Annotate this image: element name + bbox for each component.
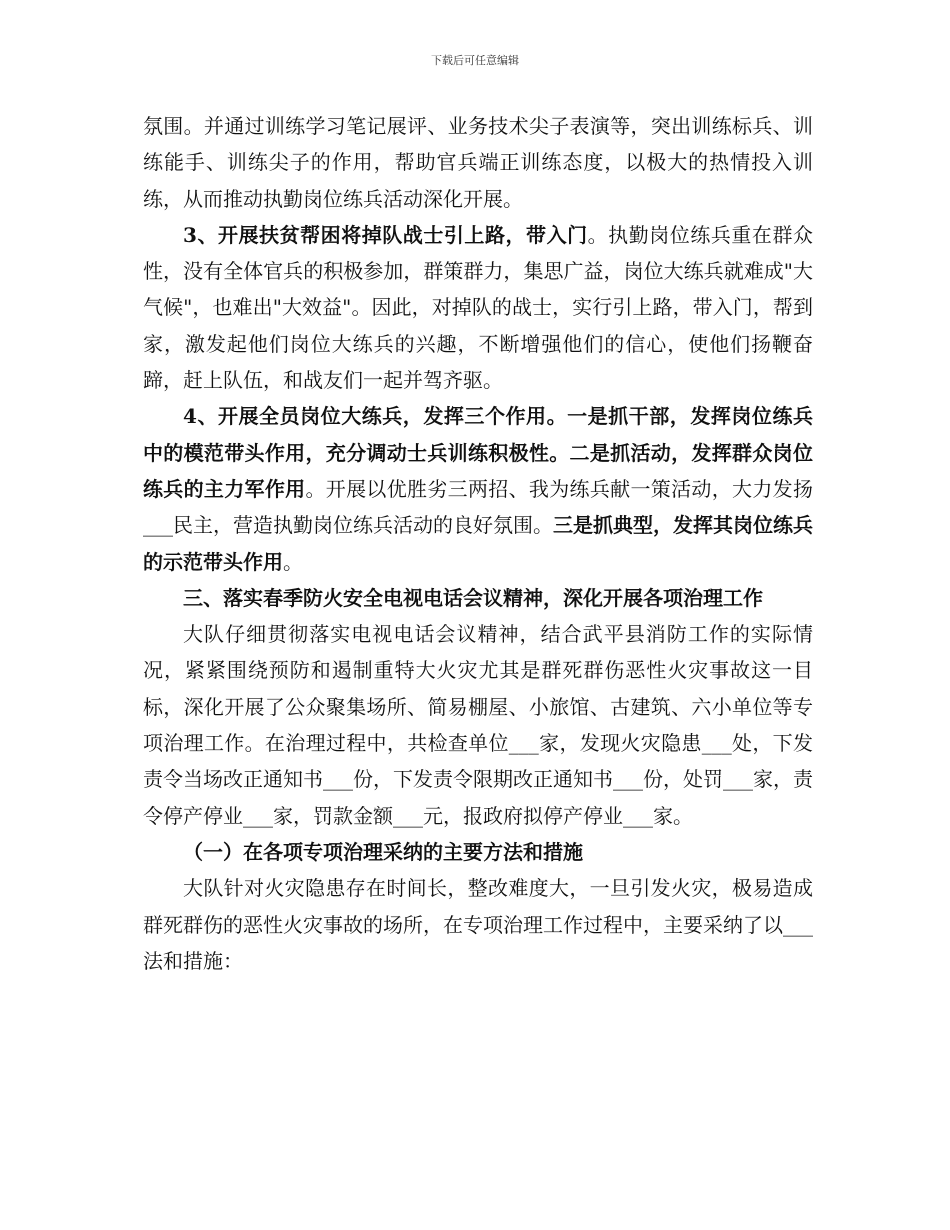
paragraph-3	[143, 398, 813, 579]
text-run: （一）在各项专项治理采纳的主要方法和措施	[183, 839, 583, 864]
paragraph-5	[143, 616, 813, 834]
text-run: 三是抓典型，发挥其岗位练兵的示范带头作用	[143, 513, 813, 574]
page-header: 下载后可任意编辑	[431, 54, 519, 67]
text-run: 大队针对火灾隐患存在时间长，整改难度大，一旦引发火灾，极易造成群死群伤的恶性火灾事故的场所，在专项治理工作过程中，主要采纳了以___法和措施：	[143, 876, 813, 973]
text-run: 3、开展扶贫帮困将掉队战士引上路，带入门	[183, 222, 588, 247]
text-run: 。开展以优胜劣三两招、我为练兵献一策活动，大力发扬___民主，营造执勤岗位练兵活动的良好氛围。	[143, 476, 813, 538]
text-run: 4、开展全员岗位大练兵，发挥三个作用。一是抓干部，发挥岗位练兵中的模范带头作用，充分调动士兵训练积极性。二是抓活动，发挥群众岗位练兵的主力军作用	[143, 404, 813, 501]
text-run: 。执勤岗位练兵重在群众性，没有全体官兵的积极参加，群策群力，集思广益，岗位大练兵就难成"大气候"，也难出"大效益"。因此，对掉队的战士，实行引上路，带入门，帮到家，激发起他们岗位大练兵的兴趣，不断增强他们的信心，使他们扬鞭奋蹄，赶上队伍，和战友们一起并驾齐驱。	[143, 222, 813, 393]
document-body	[143, 108, 813, 979]
subsection-heading	[143, 834, 813, 870]
text-run: 。	[283, 549, 303, 574]
text-run: 大队仔细贯彻落实电视电话会议精神，结合武平县消防工作的实际情况，紧紧围绕预防和遏制重特大火灾尤其是群死群伤恶性火灾事故这一目标，深化开展了公众聚集场所、简易棚屋、小旅馆、古建筑、六小单位等专项治理工作。在治理过程中，共检查单位___家，发现火灾隐患___处，下发责令当场改正通知书___份，下发责令限期改正通知书___份，处罚___家，责令停产停业___家，罚款金额___元，报政府拟停产停业___家。	[143, 622, 813, 828]
paragraph-2	[143, 217, 813, 398]
paragraph-1	[143, 108, 813, 217]
paragraph-7	[143, 870, 813, 979]
section-heading	[143, 580, 813, 616]
text-run: 氛围。并通过训练学习笔记展评、业务技术尖子表演等，突出训练标兵、训练能手、训练尖子的作用，帮助官兵端正训练态度，以极大的热情投入训练，从而推动执勤岗位练兵活动深化开展。	[143, 114, 813, 211]
text-run: 三、落实春季防火安全电视电话会议精神，深化开展各项治理工作	[183, 585, 763, 610]
